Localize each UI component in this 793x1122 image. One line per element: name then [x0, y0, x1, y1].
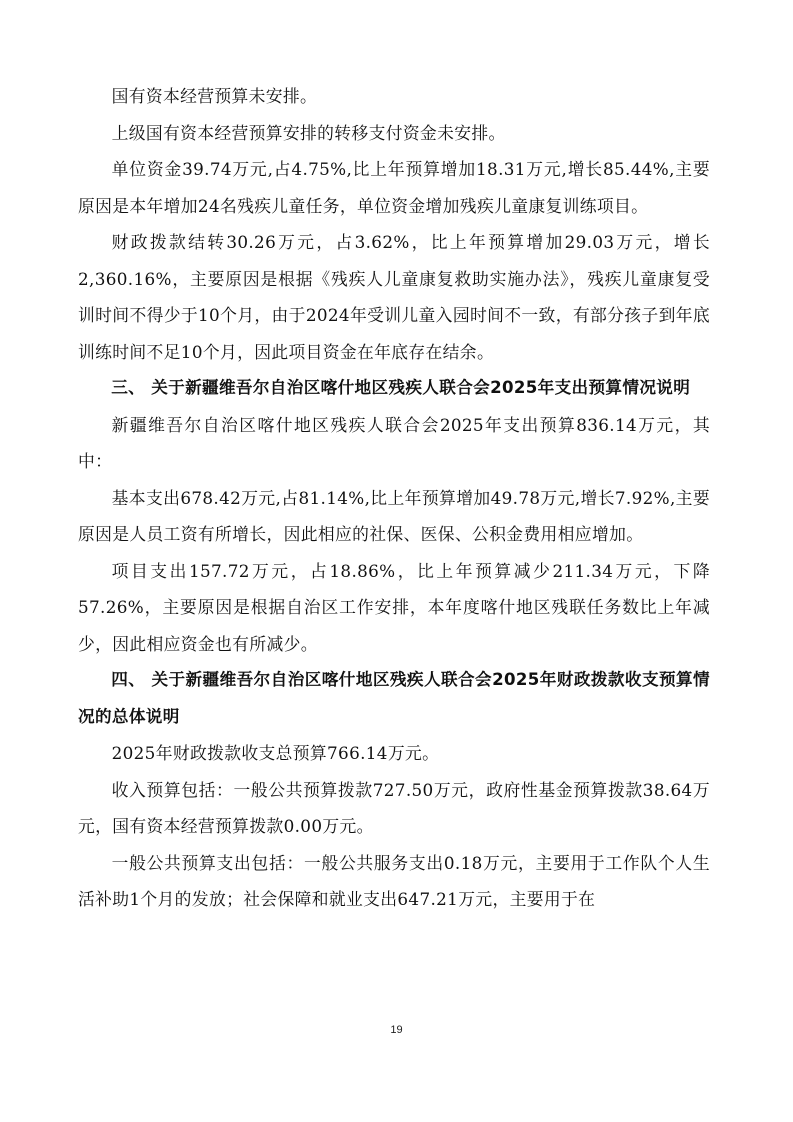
paragraph-unit-funds: 单位资金39.74万元,占4.75%,比上年预算增加18.31万元,增长85.44%,主要原因是本年增加24名残疾儿童任务，单位资金增加残疾儿童康复训练项目。 [78, 159, 710, 216]
page-number: 19 [390, 1024, 403, 1036]
section-heading-fiscal-overview: 四、 关于新疆维吾尔自治区喀什地区残疾人联合会2025年财政拨款收支预算情况的总体说明 [78, 670, 710, 726]
paragraph-general-public-expenditure: 一般公共预算支出包括：一般公共服务支出0.18万元，主要用于工作队个人生活补助1个月的发放；社会保障和就业支出647.21万元，主要用于在 [78, 852, 710, 909]
paragraph-expenditure-total: 新疆维吾尔自治区喀什地区残疾人联合会2025年支出预算836.14万元，其中： [78, 414, 710, 471]
paragraph-transfer-payment: 上级国有资本经营预算安排的转移支付资金未安排。 [111, 122, 506, 143]
paragraph-project-expenditure: 项目支出157.72万元，占18.86%，比上年预算减少211.34万元，下降57.26%，主要原因是根据自治区工作安排，本年度喀什地区残联任务数比上年减少，因此相应资金也有所减少。 [78, 560, 710, 654]
paragraph-income-budget: 收入预算包括：一般公共预算拨款727.50万元，政府性基金预算拨款38.64万元，国有资本经营预算拨款0.00万元。 [78, 779, 710, 836]
paragraph-basic-expenditure: 基本支出678.42万元,占81.14%,比上年预算增加49.78万元,增长7.92%,主要原因是人员工资有所增长，因此相应的社保、医保、公积金费用相应增加。 [78, 487, 710, 544]
paragraph-fiscal-carryover: 财政拨款结转30.26万元，占3.62%，比上年预算增加29.03万元，增长2,360.16%，主要原因是根据《残疾人儿童康复救助实施办法》，残疾儿童康复受训时间不得少于10个月，由于2024年受训儿童入园时间不一致，有部分孩子到年底训练时间不足10个月，因此项目资金在年底存在结余。 [78, 232, 710, 362]
section-heading-expenditure: 三、 关于新疆维吾尔自治区喀什地区残疾人联合会2025年支出预算情况说明 [111, 378, 691, 397]
body-text [78, 78, 710, 918]
paragraph-fiscal-total: 2025年财政拨款收支总预算766.14万元。 [111, 743, 440, 763]
paragraph-state-capital-budget: 国有资本经营预算未安排。 [111, 86, 318, 106]
